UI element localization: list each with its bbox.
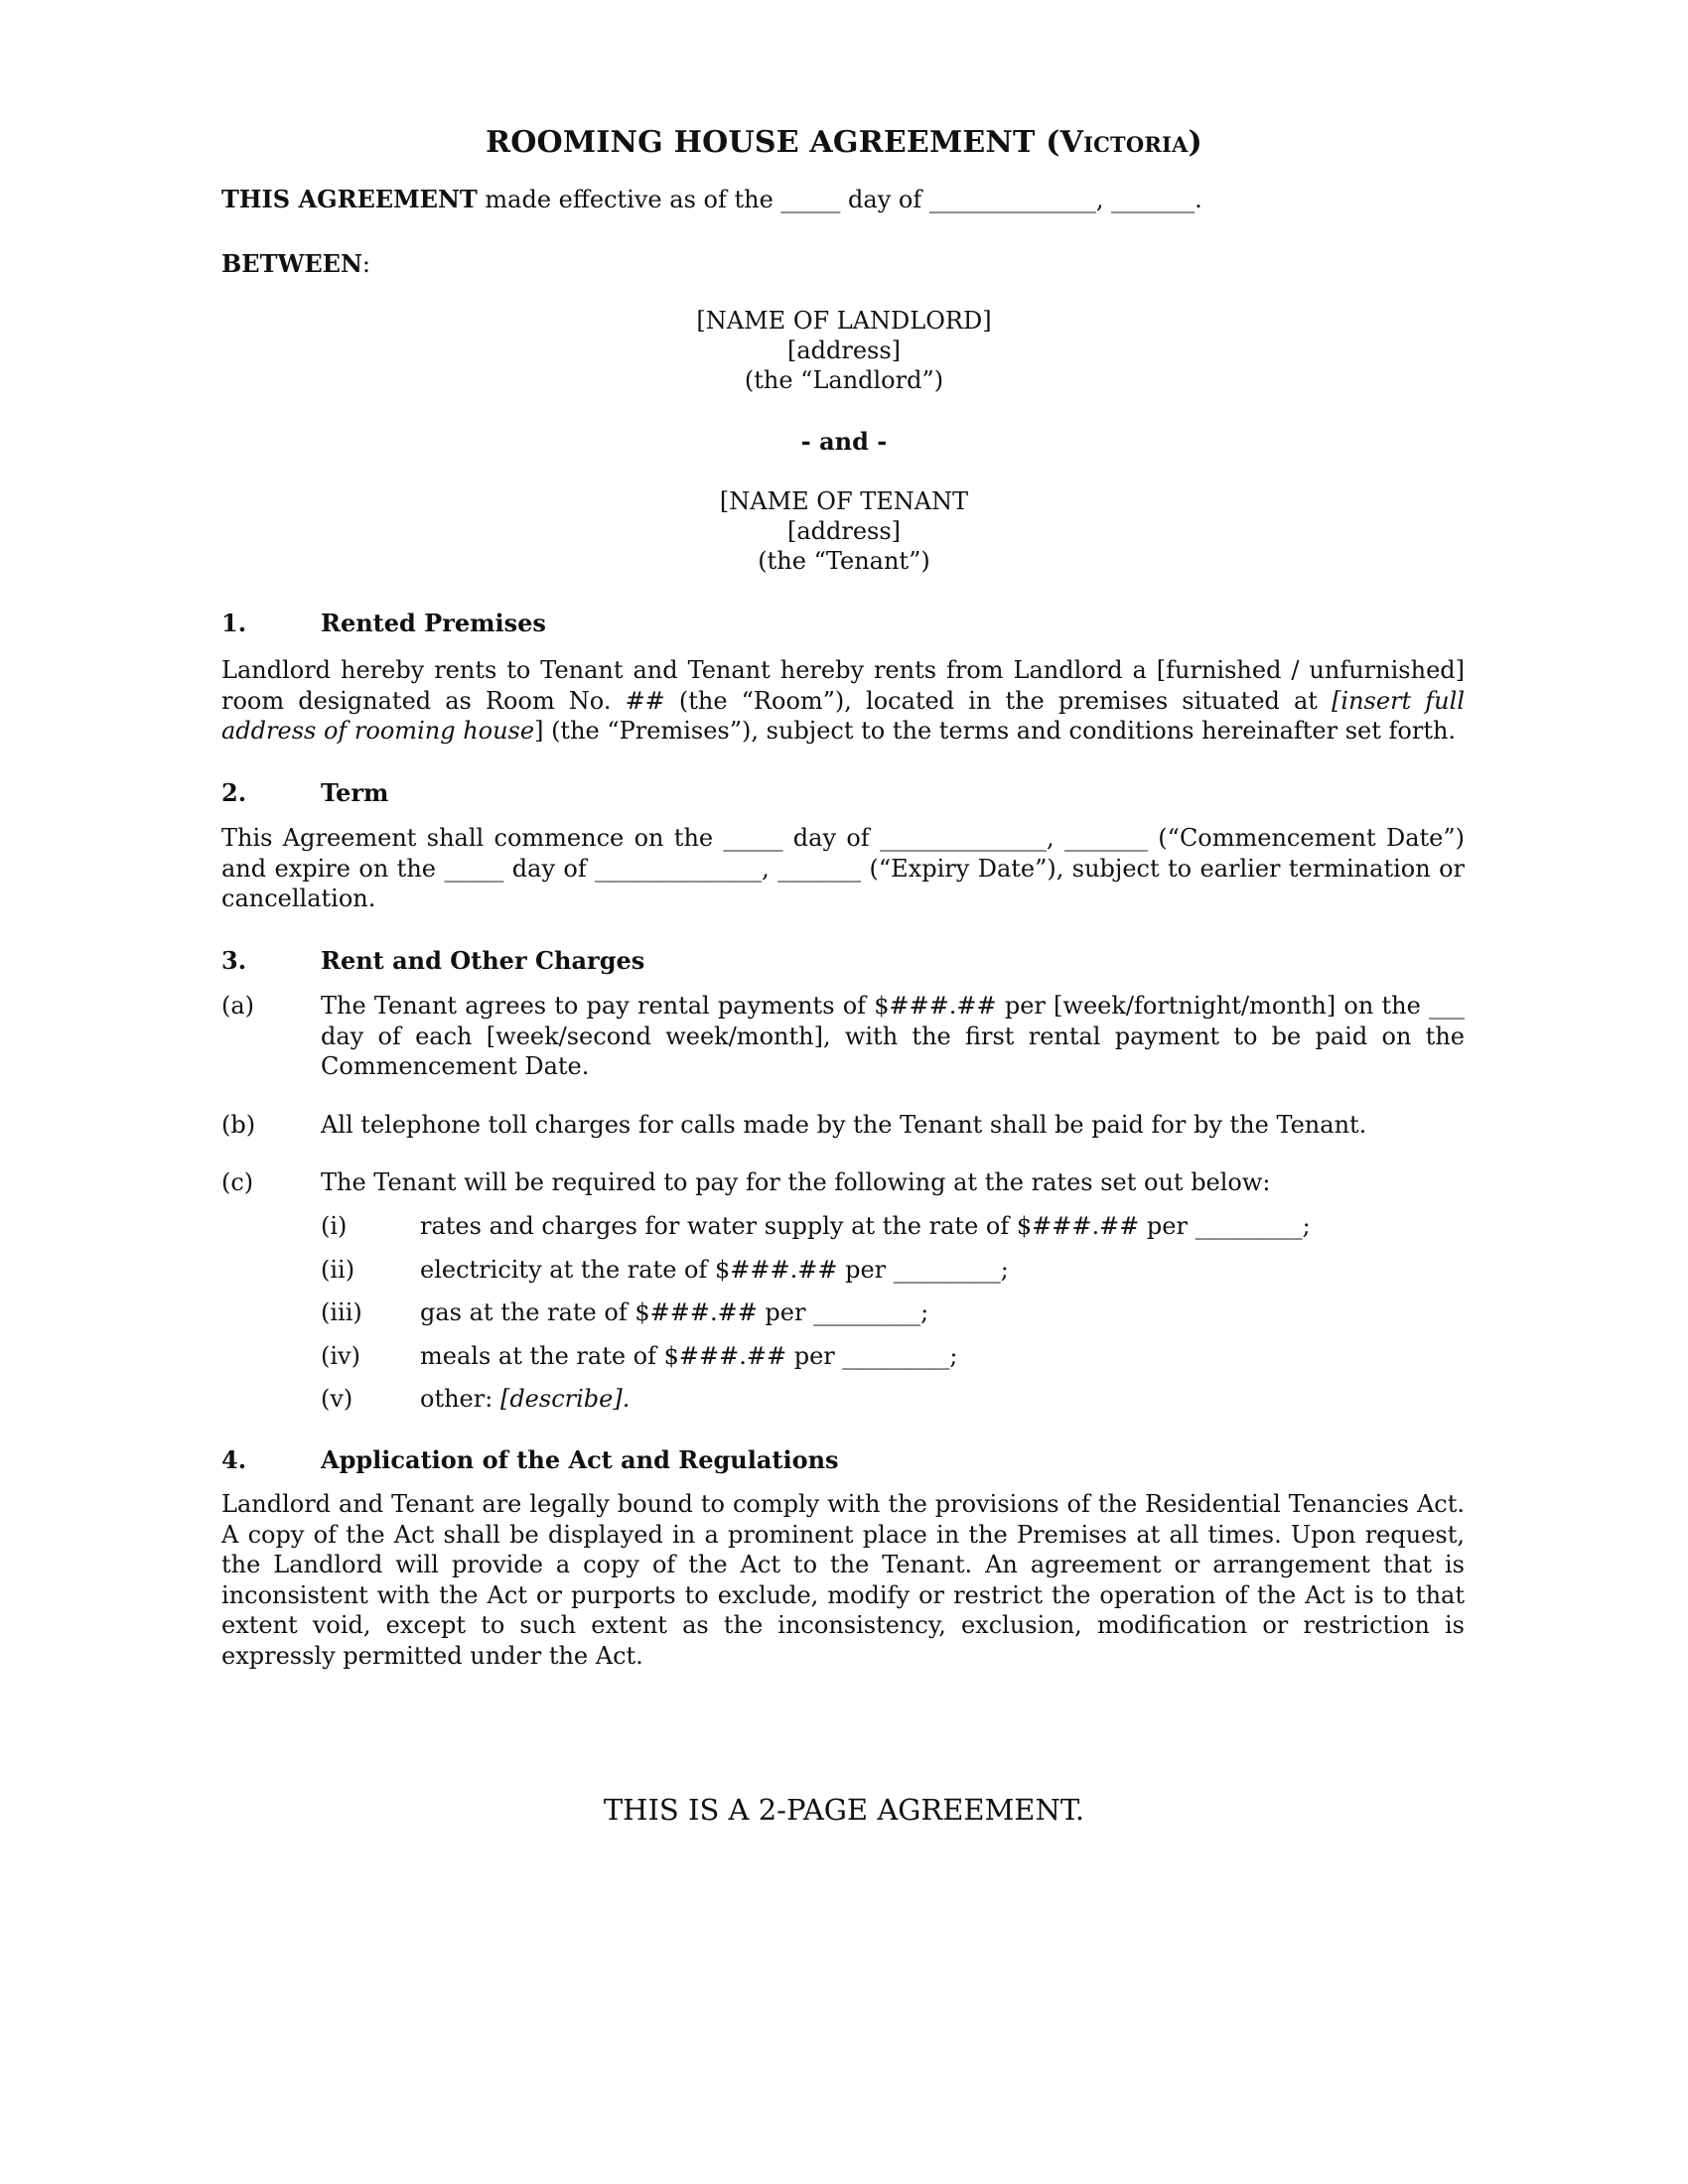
- landlord-address: [address]: [786, 337, 902, 364]
- effective-bold: THIS AGREEMENT: [221, 185, 478, 213]
- between-label: [221, 248, 370, 280]
- between-bold: BETWEEN: [221, 249, 362, 278]
- section-4-number: 4.: [221, 1445, 247, 1474]
- and-separator: - and -: [800, 427, 888, 456]
- tenant-address: [address]: [786, 517, 902, 545]
- charge-item-water: rates and charges for water supply at the rate of $###.## per _________;: [420, 1212, 1311, 1240]
- section-3a-label: (a): [221, 992, 255, 1020]
- section-2-number: 2.: [221, 778, 247, 807]
- section-4-title: Application of the Act and Regulations: [321, 1445, 839, 1474]
- charge-item-label: (iii): [321, 1298, 362, 1326]
- charge-item-label: (i): [321, 1212, 348, 1240]
- section-2-title: Term: [321, 778, 389, 807]
- charge-item-other-text: other:: [420, 1385, 500, 1413]
- effective-date-line: [221, 184, 1202, 215]
- section-1-number: 1.: [221, 609, 247, 637]
- section-1-text-a: Landlord hereby rents to Tenant and Tenant hereby rents from Landlord a [furnished / unfurnished] room designated as Room No. ## (the “Room”), located in the premises situated at: [221, 656, 1465, 715]
- section-3b-label: (b): [221, 1111, 256, 1139]
- section-3b-text: All telephone toll charges for calls made by the Tenant shall be paid for by the Tenant.: [321, 1111, 1367, 1139]
- section-1-text: [221, 655, 1465, 747]
- title-close: ): [1188, 125, 1202, 160]
- title-main: ROOMING HOUSE AGREEMENT (: [486, 125, 1060, 160]
- charge-item-gas: gas at the rate of $###.## per _________;: [420, 1298, 929, 1326]
- charge-item-meals: meals at the rate of $###.## per _________;: [420, 1342, 958, 1370]
- title-jurisdiction: Victoria: [1059, 125, 1189, 160]
- section-3a-text: The Tenant agrees to pay rental payments of $###.## per [week/fortnight/month] on the ___ day of each [week/second week/month], with the first rental payment to be paid on the Commencement Date.: [321, 992, 1465, 1080]
- tenant-alias: (the “Tenant”): [758, 547, 930, 575]
- page-count-notice: THIS IS A 2-PAGE AGREEMENT.: [603, 1793, 1085, 1827]
- tenant-name: [NAME OF TENANT: [719, 487, 969, 515]
- charge-item-label: (iv): [321, 1342, 360, 1370]
- charge-item-other-italic: [describe].: [499, 1385, 631, 1413]
- section-1-title: Rented Premises: [321, 609, 546, 637]
- landlord-name: [NAME OF LANDLORD]: [696, 307, 992, 335]
- document-title: [0, 125, 1688, 160]
- between-colon: :: [361, 250, 371, 278]
- landlord-alias: (the “Landlord”): [744, 366, 944, 394]
- section-3-title: Rent and Other Charges: [321, 946, 645, 975]
- section-3c-label: (c): [221, 1168, 254, 1196]
- section-2-text: This Agreement shall commence on the _____ day of ______________, _______ (“Commencement Date”) and expire on the _____ day of ______________, _______ (“Expiry Date”), subject to earlier termination or cancellation.: [221, 824, 1465, 912]
- charge-item-other: [420, 1384, 630, 1415]
- charge-item-label: (v): [321, 1385, 353, 1413]
- charge-item-electricity: electricity at the rate of $###.## per _________;: [420, 1256, 1009, 1284]
- section-3c-text: The Tenant will be required to pay for the following at the rates set out below:: [321, 1168, 1271, 1196]
- section-1-text-italic: [insert full address of rooming house: [221, 686, 1465, 745]
- charge-item-label: (ii): [321, 1256, 355, 1284]
- effective-rest: made effective as of the _____ day of ______________, _______.: [477, 186, 1202, 213]
- section-4-text: Landlord and Tenant are legally bound to comply with the provisions of the Residential Tenancies Act. A copy of the Act shall be displayed in a prominent place in the Premises at all times. Upon request, the Landlord will provide a copy of the Act to the Tenant. An agreement or arrangement that is inconsistent with the Act or purports to exclude, modify or restrict the operation of the Act is to that extent void, except to such extent as the inconsistency, exclusion, modification or restriction is expressly permitted under the Act.: [221, 1490, 1465, 1670]
- section-1-text-b: ] (the “Premises”), subject to the terms and conditions hereinafter set forth.: [534, 717, 1457, 745]
- section-3-number: 3.: [221, 946, 247, 975]
